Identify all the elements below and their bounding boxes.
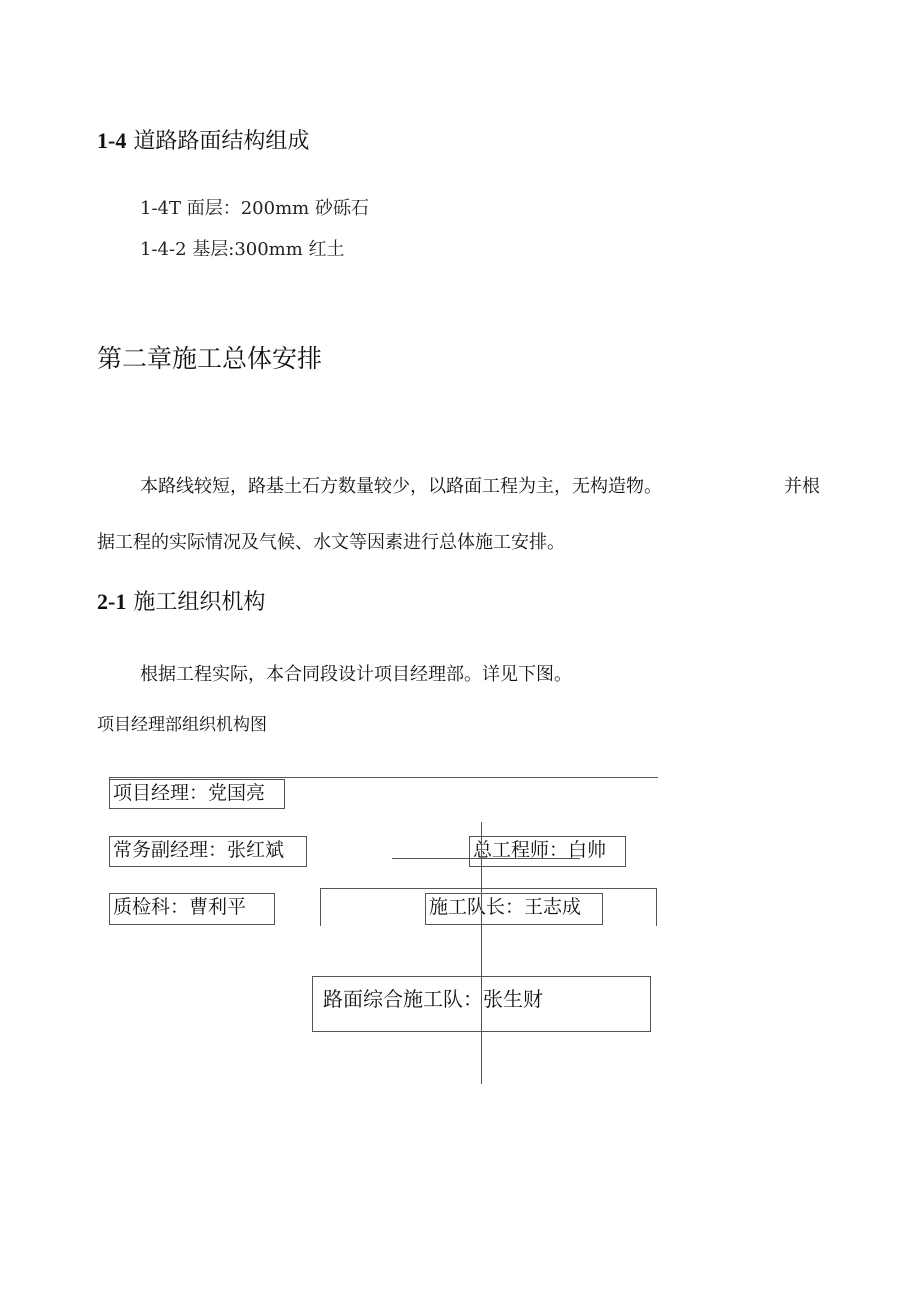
figure-caption: 项目经理部组织机构图	[97, 715, 267, 735]
top-rule	[109, 777, 658, 778]
list-item	[140, 194, 369, 220]
paragraph-line: 本路线较短，路基土石方数量较少，以路面工程为主，无构造物。	[140, 476, 662, 497]
paragraph-line: 据工程的实际情况及气候、水文等因素进行总体施工安排。	[97, 532, 565, 553]
main-vertical-line	[481, 822, 482, 1084]
bracket-right	[656, 888, 657, 926]
item-text: 基层:300mm 红土	[192, 239, 345, 260]
quality-dept-box: 质检科：曹利平	[109, 893, 275, 925]
paragraph-line: 根据工程实际，本合同段设计项目经理部。详见下图。	[140, 664, 572, 685]
paragraph-line-tail: 并根	[784, 476, 820, 497]
section-title: 施工组织机构	[133, 590, 266, 615]
chief-engineer-box: 总工程师：白帅	[469, 836, 626, 867]
list-item	[140, 235, 345, 261]
section-1-4-heading	[97, 124, 309, 155]
section-number: 2-1	[97, 589, 127, 614]
project-manager-box: 项目经理：党国亮	[109, 779, 285, 809]
pavement-team-box: 路面综合施工队：张生财	[312, 976, 651, 1032]
bracket-top	[320, 888, 657, 889]
item-number: 1-4T	[140, 198, 181, 219]
construction-leader-box: 施工队长：王志成	[425, 893, 603, 925]
item-number: 1-4-2	[140, 239, 187, 260]
chapter-title: 第二章施工总体安排	[97, 344, 323, 373]
bracket-left	[320, 888, 321, 926]
section-title: 道路路面结构组成	[133, 129, 310, 154]
item-text: 面层：200mm 砂砾石	[186, 198, 369, 219]
section-number: 1-4	[97, 128, 127, 153]
section-2-1-heading	[97, 585, 265, 616]
executive-deputy-box: 常务副经理：张红斌	[109, 836, 307, 867]
